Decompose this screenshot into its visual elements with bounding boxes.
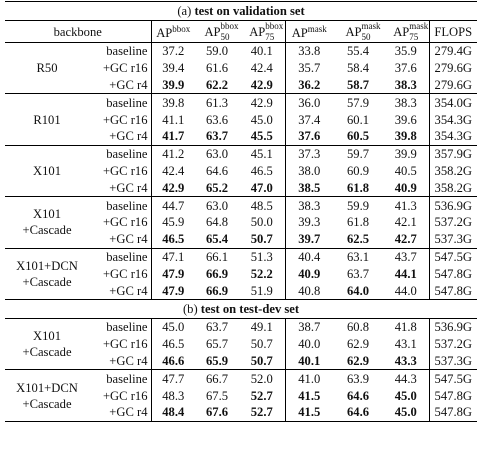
value-cell: 45.0 <box>383 404 429 421</box>
value-cell: 63.7 <box>346 266 370 281</box>
method-cell: +GC r4 <box>89 282 151 299</box>
flops-header: FLOPS <box>429 21 477 43</box>
value-cell: 43.7 <box>383 248 429 265</box>
method-cell: +GC r4 <box>89 77 151 94</box>
value-cell: 42.4 <box>162 163 185 178</box>
value-cell: 41.0 <box>285 370 333 387</box>
method-cell: baseline <box>89 43 151 60</box>
value-cell: 63.0 <box>195 145 239 162</box>
value-cell: 66.9 <box>205 266 229 281</box>
value-cell: 41.8 <box>383 318 429 335</box>
value-cell: 42.1 <box>383 214 429 231</box>
value-cell: 41.5 <box>298 388 321 403</box>
value-cell: 44.7 <box>151 197 195 214</box>
ap-subscript: 75 <box>265 31 275 42</box>
value-cell: 45.0 <box>151 318 195 335</box>
method-cell: +GC r16 <box>89 265 151 282</box>
value-cell: 59.9 <box>333 197 383 214</box>
value-cell: 40.8 <box>298 283 321 298</box>
value-cell: 46.5 <box>162 232 185 247</box>
value-cell: 48.3 <box>162 388 185 403</box>
ap75-bbox-header <box>239 21 285 43</box>
ap-base: AP <box>291 25 308 40</box>
value-cell: 59.7 <box>333 145 383 162</box>
section-title-bold: test on validation set <box>194 4 305 18</box>
method-cell: baseline <box>89 248 151 265</box>
backbone-cell <box>5 43 89 94</box>
header-row <box>5 21 477 43</box>
value-cell: 49.1 <box>239 318 285 335</box>
value-cell: 38.0 <box>298 163 321 178</box>
value-cell: 537.3G <box>434 353 472 368</box>
value-cell: 39.7 <box>298 232 321 247</box>
value-cell: 536.9G <box>429 318 477 335</box>
method-cell: +GC r16 <box>89 60 151 77</box>
table-row <box>5 43 477 60</box>
method-cell: +GC r16 <box>89 111 151 128</box>
backbone-line: +Cascade <box>22 345 72 360</box>
value-cell: 40.9 <box>383 179 429 196</box>
ap-subscript: 50 <box>361 31 371 42</box>
value-cell: 42.9 <box>239 94 285 111</box>
value-cell: 65.4 <box>205 232 229 247</box>
method-cell: +GC r16 <box>89 163 151 180</box>
value-cell: 51.3 <box>239 248 285 265</box>
value-cell: 40.9 <box>298 266 321 281</box>
ap-scripts <box>265 20 284 42</box>
value-cell: 52.0 <box>239 370 285 387</box>
value-cell: 44.1 <box>383 265 429 282</box>
backbone-line: +Cascade <box>22 396 72 411</box>
value-cell: 354.0G <box>429 94 477 111</box>
value-cell: 39.3 <box>298 215 321 230</box>
value-cell: 42.4 <box>239 60 285 77</box>
value-cell: 38.3 <box>383 77 429 94</box>
value-cell: 66.7 <box>195 370 239 387</box>
ap-label <box>393 20 429 42</box>
value-cell: 358.2G <box>434 163 472 178</box>
ap-scripts <box>409 20 429 42</box>
backbone-line: X101 <box>33 163 61 178</box>
backbone-cell <box>5 197 89 248</box>
value-cell: 35.7 <box>298 61 321 76</box>
value-cell: 42.7 <box>383 231 429 248</box>
ap-superscript: mask <box>307 23 327 34</box>
value-cell: 65.9 <box>205 353 229 368</box>
value-cell: 40.5 <box>383 163 429 180</box>
ap50-bbox-header <box>195 21 239 43</box>
backbone-header: backbone <box>5 21 151 43</box>
method-cell: +GC r4 <box>89 128 151 145</box>
value-cell: 55.4 <box>333 43 383 60</box>
section-prefix: (a) <box>177 4 195 18</box>
table-row <box>5 197 477 214</box>
value-cell: 40.1 <box>298 353 321 368</box>
value-cell: 65.7 <box>205 337 229 352</box>
value-cell: 358.2G <box>434 180 472 195</box>
value-cell: 62.5 <box>346 232 370 247</box>
value-cell: 47.1 <box>151 248 195 265</box>
section-title-row <box>5 299 477 318</box>
value-cell: 40.1 <box>239 43 285 60</box>
ap-label <box>249 20 284 42</box>
value-cell: 64.8 <box>205 215 229 230</box>
ap-subscript: 75 <box>409 31 419 42</box>
value-cell: 279.6G <box>434 61 472 76</box>
value-cell: 67.5 <box>205 388 229 403</box>
value-cell: 47.9 <box>162 283 185 298</box>
ap50-mask-header <box>333 21 383 43</box>
value-cell: 46.5 <box>239 163 285 180</box>
value-cell: 46.6 <box>162 353 185 368</box>
ap-label <box>345 20 381 42</box>
value-cell: 66.9 <box>205 283 229 298</box>
value-cell: 61.8 <box>346 180 370 195</box>
ap-base: AP <box>345 24 362 39</box>
value-cell: 65.2 <box>205 180 229 195</box>
value-cell: 39.8 <box>383 128 429 145</box>
table-body <box>5 2 477 422</box>
method-cell: +GC r4 <box>89 353 151 370</box>
results-table <box>5 1 477 422</box>
value-cell: 52.7 <box>239 387 285 404</box>
section-title-bold: test on test-dev set <box>200 301 300 316</box>
value-cell: 40.4 <box>285 248 333 265</box>
value-cell: 39.9 <box>383 145 429 162</box>
method-cell: +GC r4 <box>89 179 151 196</box>
method-cell: baseline <box>89 94 151 111</box>
backbone-cell <box>5 94 89 145</box>
value-cell: 37.6 <box>298 129 321 144</box>
value-cell: 60.1 <box>346 112 370 127</box>
value-cell: 45.1 <box>239 145 285 162</box>
value-cell: 41.7 <box>162 129 185 144</box>
ap-superscript: bbox <box>220 20 239 31</box>
backbone-cell <box>5 145 89 196</box>
value-cell: 64.0 <box>346 283 370 298</box>
value-cell: 45.5 <box>239 128 285 145</box>
backbone-line: +Cascade <box>22 274 72 289</box>
value-cell: 58.4 <box>346 61 370 76</box>
backbone-line: X101 <box>33 329 61 344</box>
backbone-line: X101+DCN <box>16 380 78 395</box>
method-cell: +GC r16 <box>89 336 151 353</box>
value-cell: 61.3 <box>195 94 239 111</box>
value-cell: 547.5G <box>429 248 477 265</box>
value-cell: 39.6 <box>383 111 429 128</box>
backbone-line: +Cascade <box>22 223 72 238</box>
value-cell: 50.7 <box>239 353 285 370</box>
ap-subscript: 50 <box>220 31 230 42</box>
value-cell: 64.6 <box>333 404 383 421</box>
value-cell: 61.6 <box>205 61 229 76</box>
value-cell: 37.3 <box>285 145 333 162</box>
value-cell: 61.8 <box>346 215 370 230</box>
value-cell: 40.0 <box>298 337 321 352</box>
value-cell: 50.7 <box>239 231 285 248</box>
value-cell: 50.0 <box>239 214 285 231</box>
value-cell: 52.2 <box>239 265 285 282</box>
value-cell: 48.5 <box>239 197 285 214</box>
ap-superscript: bbox <box>265 20 284 31</box>
value-cell: 537.2G <box>434 215 472 230</box>
value-cell: 357.9G <box>429 145 477 162</box>
backbone-cell <box>5 370 89 421</box>
ap-base: AP <box>249 24 266 39</box>
value-cell: 279.4G <box>429 43 477 60</box>
method-cell: baseline <box>89 197 151 214</box>
value-cell: 43.3 <box>383 353 429 370</box>
value-cell: 63.1 <box>333 248 383 265</box>
value-cell: 547.8G <box>434 388 472 403</box>
ap-superscript: mask <box>409 20 429 31</box>
value-cell: 547.8G <box>429 404 477 421</box>
value-cell: 38.5 <box>298 180 321 195</box>
backbone-cell <box>5 318 89 369</box>
value-cell: 51.9 <box>239 282 285 299</box>
table-row <box>5 318 477 335</box>
value-cell: 33.8 <box>285 43 333 60</box>
method-cell: baseline <box>89 318 151 335</box>
value-cell: 64.6 <box>205 163 229 178</box>
backbone-line: X101+DCN <box>16 258 78 273</box>
value-cell: 44.0 <box>383 282 429 299</box>
value-cell: 62.2 <box>205 77 229 92</box>
value-cell: 60.8 <box>333 318 383 335</box>
backbone-line: R50 <box>36 61 58 76</box>
value-cell: 43.1 <box>383 336 429 353</box>
value-cell: 67.6 <box>195 404 239 421</box>
table-row <box>5 145 477 162</box>
value-cell: 45.0 <box>239 111 285 128</box>
method-cell: baseline <box>89 145 151 162</box>
value-cell: 41.1 <box>162 112 185 127</box>
section-title <box>5 299 477 318</box>
value-cell: 63.7 <box>195 318 239 335</box>
value-cell: 537.2G <box>434 337 472 352</box>
value-cell: 45.9 <box>162 215 185 230</box>
value-cell: 38.7 <box>285 318 333 335</box>
section-prefix: (b) <box>182 301 201 316</box>
ap-label <box>292 23 327 40</box>
value-cell: 45.0 <box>383 387 429 404</box>
value-cell: 354.3G <box>434 129 472 144</box>
ap-scripts <box>220 20 239 42</box>
value-cell: 37.4 <box>298 112 321 127</box>
ap-bbox-header <box>151 21 195 43</box>
table-row <box>5 370 477 387</box>
value-cell: 547.5G <box>429 370 477 387</box>
value-cell: 46.5 <box>162 337 185 352</box>
backbone-cell <box>5 248 89 299</box>
value-cell: 63.7 <box>205 129 229 144</box>
section-title-row <box>5 2 477 21</box>
value-cell: 52.7 <box>239 404 285 421</box>
ap-base: AP <box>156 25 173 40</box>
value-cell: 41.2 <box>151 145 195 162</box>
value-cell: 48.4 <box>151 404 195 421</box>
value-cell: 36.2 <box>298 77 321 92</box>
ap75-mask-header <box>383 21 429 43</box>
ap-label <box>204 20 239 42</box>
ap-label <box>156 23 190 40</box>
value-cell: 39.8 <box>151 94 195 111</box>
method-cell: +GC r16 <box>89 387 151 404</box>
value-cell: 37.2 <box>151 43 195 60</box>
table-row <box>5 248 477 265</box>
value-cell: 60.9 <box>346 163 370 178</box>
table-row <box>5 94 477 111</box>
value-cell: 39.9 <box>162 77 185 92</box>
section-title <box>5 2 477 21</box>
value-cell: 58.7 <box>346 77 370 92</box>
value-cell: 39.4 <box>162 61 185 76</box>
ap-mask-header <box>285 21 333 43</box>
value-cell: 63.9 <box>333 370 383 387</box>
value-cell: 536.9G <box>429 197 477 214</box>
value-cell: 47.9 <box>162 266 185 281</box>
ap-scripts <box>361 20 381 42</box>
value-cell: 47.7 <box>151 370 195 387</box>
backbone-line: R101 <box>33 112 61 127</box>
value-cell: 62.9 <box>346 353 370 368</box>
method-cell: +GC r16 <box>89 214 151 231</box>
value-cell: 354.3G <box>434 112 472 127</box>
method-cell: +GC r4 <box>89 404 151 421</box>
ap-base: AP <box>204 24 221 39</box>
backbone-line: X101 <box>33 207 61 222</box>
value-cell: 63.6 <box>205 112 229 127</box>
value-cell: 57.9 <box>333 94 383 111</box>
value-cell: 63.0 <box>195 197 239 214</box>
ap-superscript: bbox <box>172 23 191 34</box>
value-cell: 547.8G <box>434 283 472 298</box>
value-cell: 42.9 <box>162 180 185 195</box>
value-cell: 279.6G <box>434 77 472 92</box>
value-cell: 42.9 <box>239 77 285 94</box>
value-cell: 59.0 <box>195 43 239 60</box>
value-cell: 38.3 <box>383 94 429 111</box>
value-cell: 35.9 <box>383 43 429 60</box>
ap-superscript: mask <box>361 20 381 31</box>
value-cell: 537.3G <box>434 232 472 247</box>
value-cell: 66.1 <box>195 248 239 265</box>
value-cell: 36.0 <box>285 94 333 111</box>
value-cell: 41.5 <box>285 404 333 421</box>
value-cell: 50.7 <box>239 336 285 353</box>
value-cell: 47.0 <box>239 179 285 196</box>
value-cell: 547.8G <box>434 266 472 281</box>
value-cell: 64.6 <box>346 388 370 403</box>
value-cell: 38.3 <box>285 197 333 214</box>
value-cell: 41.3 <box>383 197 429 214</box>
ap-base: AP <box>393 24 410 39</box>
value-cell: 44.3 <box>383 370 429 387</box>
value-cell: 37.6 <box>383 60 429 77</box>
value-cell: 60.5 <box>346 129 370 144</box>
method-cell: baseline <box>89 370 151 387</box>
value-cell: 62.9 <box>346 337 370 352</box>
method-cell: +GC r4 <box>89 231 151 248</box>
